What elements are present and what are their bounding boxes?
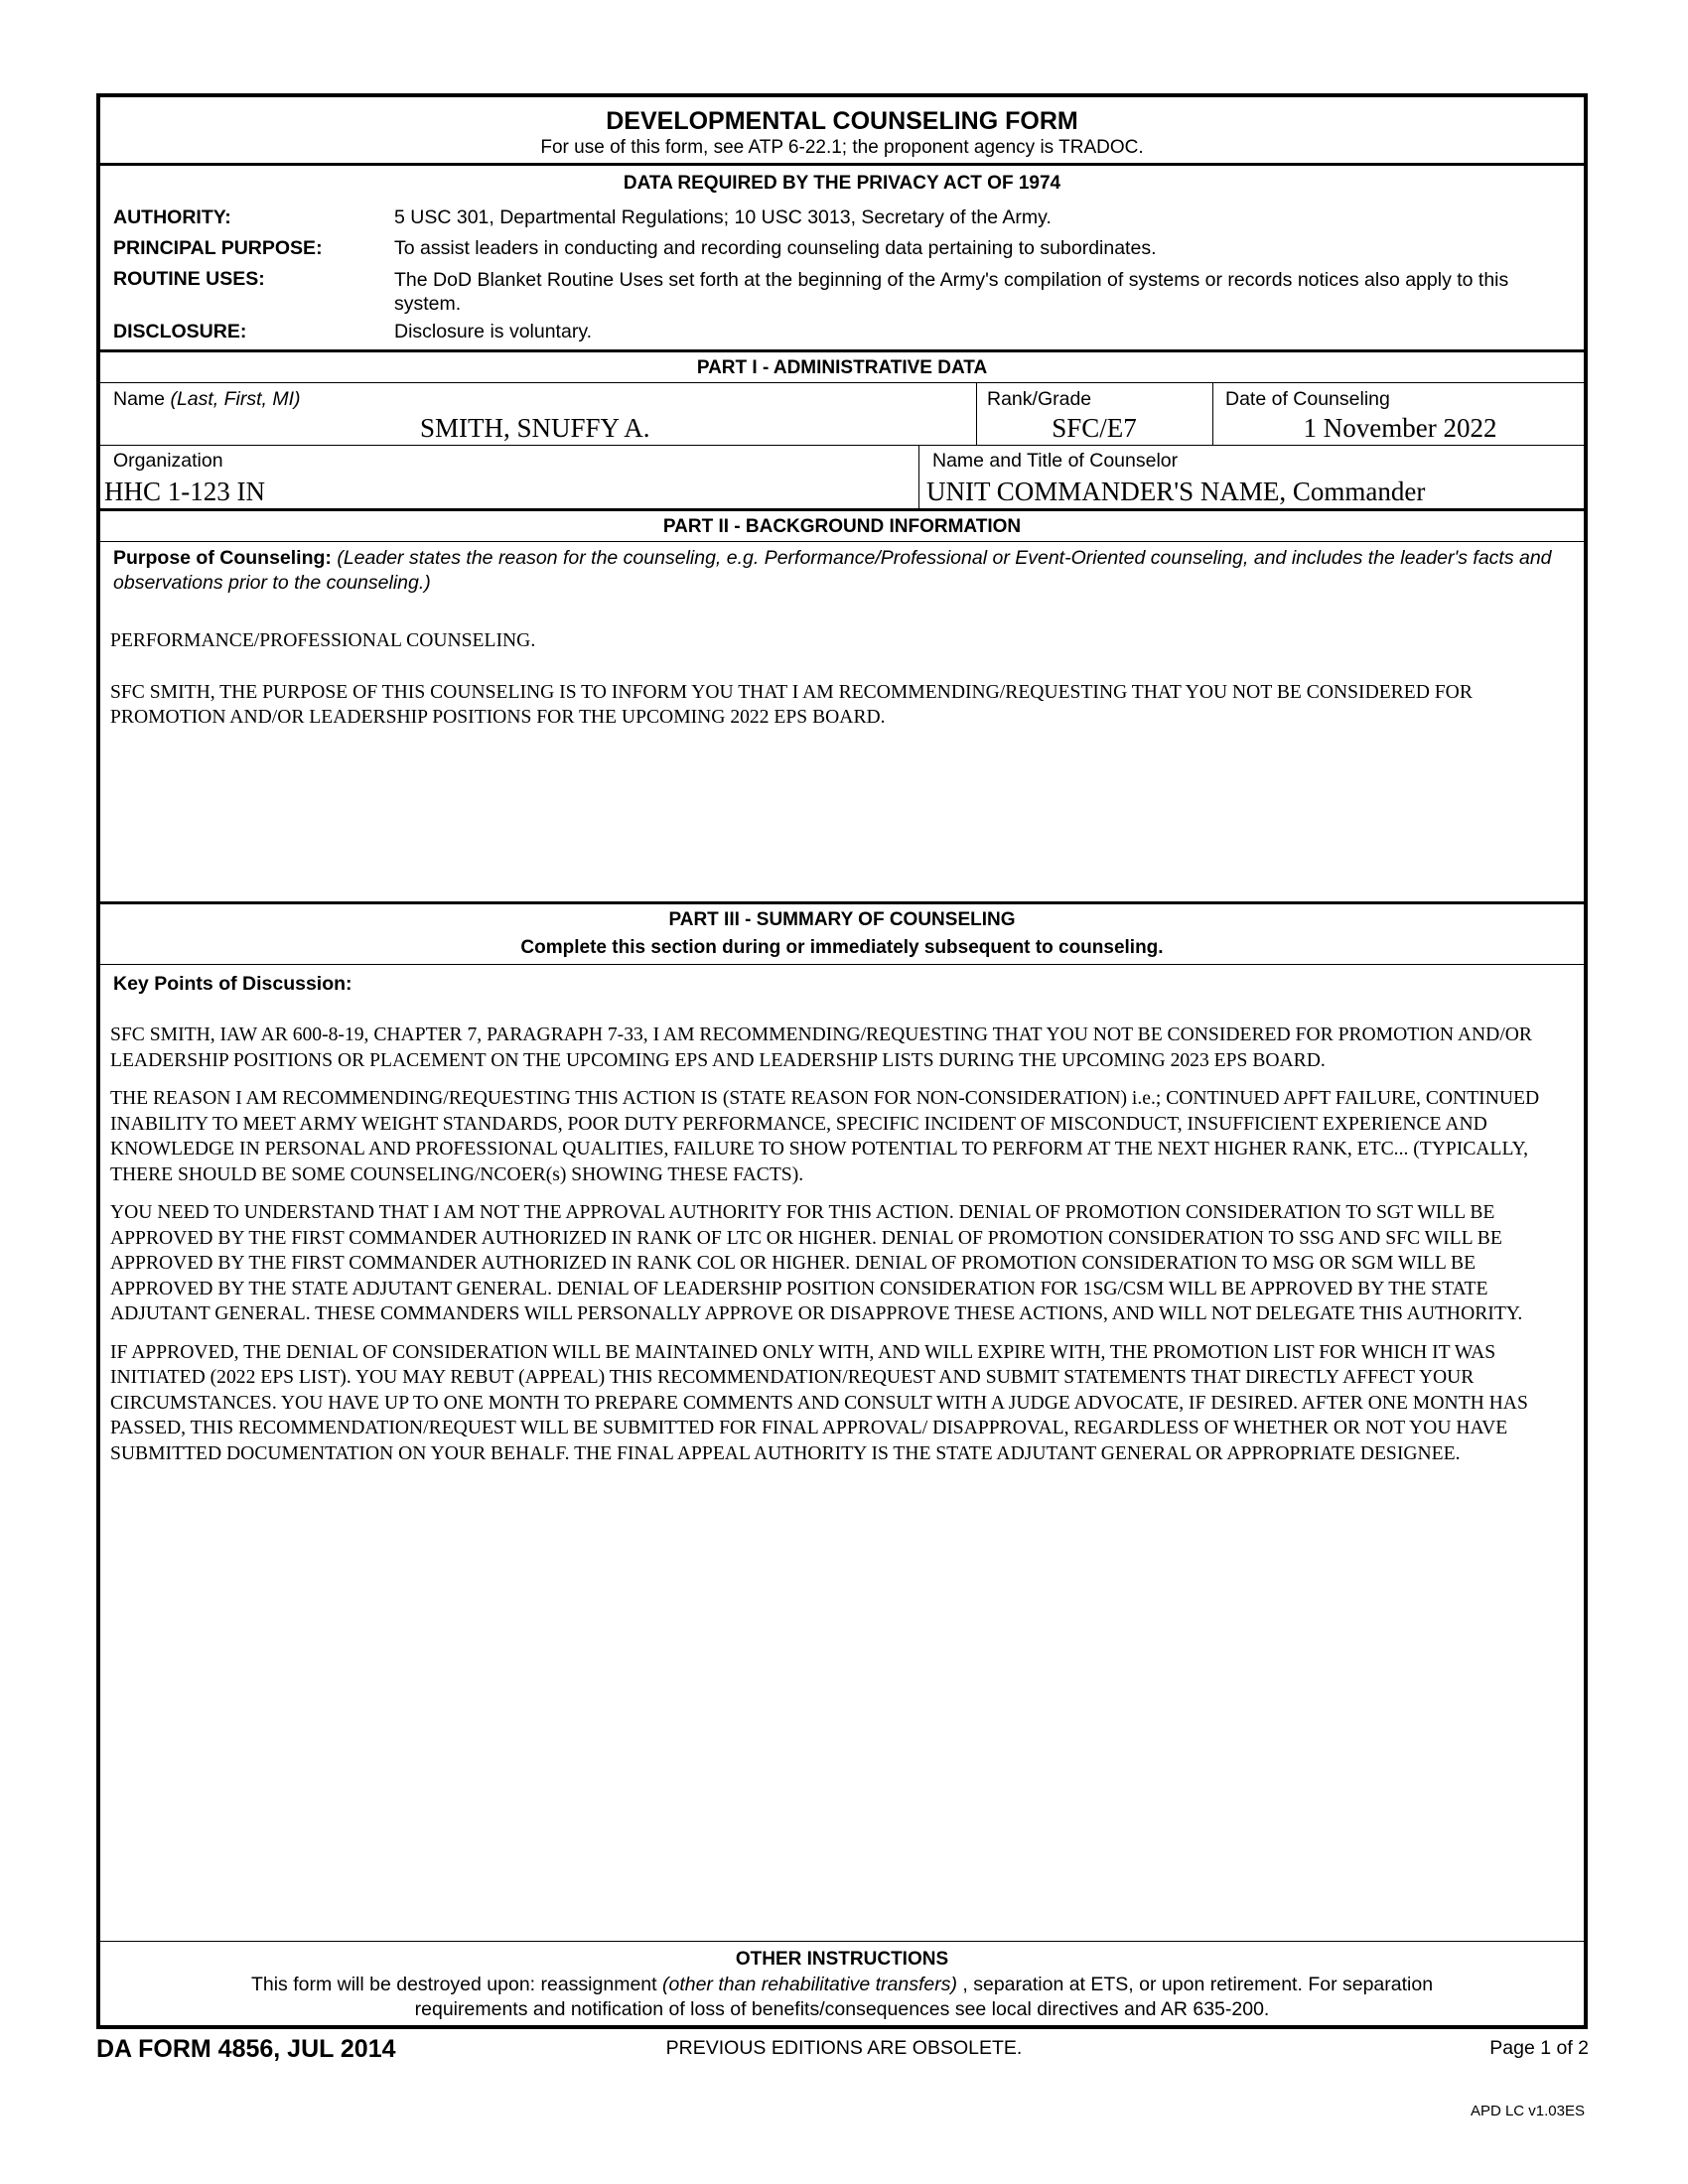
part2-heading: PART II - BACKGROUND INFORMATION (662, 516, 1022, 537)
authority-label: AUTHORITY: (113, 206, 231, 228)
rank-grade-field[interactable]: SFC/E7 (1052, 413, 1137, 443)
other-instructions-heading: OTHER INSTRUCTIONS (735, 1949, 949, 1970)
divider (918, 445, 919, 508)
authority-text: 5 USC 301, Departmental Regulations; 10 USC 3013, Secretary of the Army. (394, 206, 1052, 228)
name-field[interactable]: SMITH, SNUFFY A. (420, 413, 650, 443)
disclosure-label: DISCLOSURE: (113, 321, 247, 342)
part3-heading: PART III - SUMMARY OF COUNSELING (668, 909, 1016, 930)
purpose-of-counseling-label: Purpose of Counseling: (Leader states the reason for the counseling, e.g. Performance/Professional or Event-Oriented counseling, and includes the leader's facts and observations prior to the counseling.) (113, 547, 1552, 594)
form-number: DA FORM 4856, JUL 2014 (96, 2035, 396, 2063)
routine-uses-text: The DoD Blanket Routine Uses set forth at the beginning of the Army's compilation of systems or records notices also apply to this system. (394, 269, 1509, 315)
key-points-label: Key Points of Discussion: (113, 973, 352, 995)
divider (100, 508, 1584, 511)
part3-subheading: Complete this section during or immediately subsequent to counseling. (520, 937, 1164, 958)
divider (100, 1941, 1584, 1942)
privacy-heading: DATA REQUIRED BY THE PRIVACY ACT OF 1974 (623, 173, 1061, 194)
form-subtitle: For use of this form, see ATP 6-22.1; the proponent agency is TRADOC. (540, 137, 1144, 158)
key-points-text-area[interactable] (110, 1023, 1576, 1466)
organization-field[interactable]: HHC 1-123 IN (104, 477, 265, 506)
name-label: Name (Last, First, MI) (113, 388, 301, 410)
form-title: DEVELOPMENTAL COUNSELING FORM (606, 107, 1078, 135)
divider (100, 382, 1584, 383)
routine-uses-label: ROUTINE USES: (113, 268, 265, 290)
divider (100, 445, 1584, 446)
divider (100, 901, 1584, 904)
rank-label: Rank/Grade (987, 388, 1092, 410)
key-points-paragraph: SFC SMITH, IAW AR 600-8-19, CHAPTER 7, PARAGRAPH 7-33, I AM RECOMMENDING/REQUESTING THAT YOU NOT BE CONSIDERED FOR PROMOTION AND/OR LEADERSHIP POSITIONS OR PLACEMENT ON THE UPCOMING EPS AND LEADERSHIP LISTS DURING THE UPCOMING 2023 EPS BOARD. (110, 1024, 1532, 1071)
principal-purpose-text: To assist leaders in conducting and recording counseling data pertaining to subordinates. (394, 237, 1157, 259)
divider (100, 163, 1584, 166)
page-number: Page 1 of 2 (1489, 2037, 1589, 2059)
counselor-label: Name and Title of Counselor (932, 450, 1179, 472)
other-instructions-line: This form will be destroyed upon: reassignment (other than rehabilitative transfers) , separation at ETS, or upon retirement. For separation (250, 1974, 1434, 1995)
divider (100, 541, 1584, 542)
divider (100, 349, 1584, 352)
disclosure-text: Disclosure is voluntary. (394, 321, 593, 342)
date-label: Date of Counseling (1225, 388, 1390, 410)
purpose-paragraph: SFC SMITH, THE PURPOSE OF THIS COUNSELING IS TO INFORM YOU THAT I AM RECOMMENDING/REQUESTING THAT YOU NOT BE CONSIDERED FOR PROMOTION AND/OR LEADERSHIP POSITIONS FOR THE UPCOMING 2022 EPS BOARD. (110, 681, 1473, 728)
other-instructions-line: requirements and notification of loss of benefits/consequences see local directives and AR 635-200. (414, 1998, 1270, 2020)
principal-purpose-label: PRINCIPAL PURPOSE: (113, 237, 323, 259)
key-points-paragraph: THE REASON I AM RECOMMENDING/REQUESTING THIS ACTION IS (STATE REASON FOR NON-CONSIDERATION) i.e.; CONTINUED APFT FAILURE, CONTINUED INABILITY TO MEET ARMY WEIGHT STANDARDS, POOR DUTY PERFORMANCE, SPECIFIC INCIDENT OF MISCONDUCT, INSUFFICIENT EXPERIENCE AND KNOWLEDGE IN PERSONAL AND PROFESSIONAL QUALITIES, FAILURE TO SHOW POTENTIAL TO PERFORM AT THE NEXT HIGHER RANK, ETC... (TYPICALLY, THERE SHOULD BE SOME COUNSELING/NCOER(s) SHOWING THESE FACTS). (110, 1088, 1540, 1185)
purpose-hint: (Leader states the reason for the counseling, e.g. Performance/Professional or Event-Oriented counseling, and includes the leader's facts and observations prior to the counseling.) (113, 547, 1552, 594)
editions-notice: PREVIOUS EDITIONS ARE OBSOLETE. (665, 2037, 1023, 2059)
counselor-field[interactable]: UNIT COMMANDER'S NAME, Commander (926, 477, 1426, 506)
version-label: APD LC v1.03ES (1470, 2103, 1585, 2119)
purpose-text-area[interactable] (110, 628, 1576, 731)
divider (100, 964, 1584, 965)
organization-label: Organization (113, 450, 223, 472)
key-points-paragraph: IF APPROVED, THE DENIAL OF CONSIDERATION WILL BE MAINTAINED ONLY WITH, AND WILL EXPIRE WITH, THE PROMOTION LIST FOR WHICH IT WAS INITIATED (2022 EPS LIST). YOU MAY REBUT (APPEAL) THIS RECOMMENDATION/REQUEST AND SUBMIT STATEMENTS THAT DIRECTLY AFFECT YOUR CIRCUMSTANCES. YOU HAVE UP TO ONE MONTH TO PREPARE COMMENTS AND CONSULT WITH A JUDGE ADVOCATE, IF DESIRED. AFTER ONE MONTH HAS PASSED, THIS RECOMMENDATION/REQUEST WILL BE SUBMITTED FOR FINAL APPROVAL/ DISAPPROVAL, REGARDLESS OF WHETHER OR NOT YOU HAVE SUBMITTED DOCUMENTATION ON YOUR BEHALF. THE FINAL APPEAL AUTHORITY IS THE STATE ADJUTANT GENERAL OR APPROPRIATE DESIGNEE. (110, 1341, 1528, 1464)
name-label-hint: (Last, First, MI) (170, 388, 301, 410)
part1-heading: PART I - ADMINISTRATIVE DATA (696, 357, 988, 378)
date-of-counseling-field[interactable]: 1 November 2022 (1303, 413, 1497, 443)
purpose-paragraph: PERFORMANCE/PROFESSIONAL COUNSELING. (110, 630, 536, 651)
counseling-form (96, 93, 1588, 2029)
key-points-paragraph: YOU NEED TO UNDERSTAND THAT I AM NOT THE APPROVAL AUTHORITY FOR THIS ACTION. DENIAL OF PROMOTION CONSIDERATION TO SGT WILL BE APPROVED BY THE FIRST COMMANDER AUTHORIZED IN RANK OF LTC OR HIGHER. DENIAL OF PROMOTION CONSIDERATION TO SSG AND SFC WILL BE APPROVED BY THE FIRST COMMANDER AUTHORIZED IN RANK COL OR HIGHER. DENIAL OF PROMOTION CONSIDERATION TO MSG OR SGM WILL BE APPROVED BY THE STATE ADJUTANT GENERAL. DENIAL OF LEADERSHIP POSITION CONSIDERATION FOR 1SG/CSM WILL BE APPROVED BY THE STATE ADJUTANT GENERAL. THESE COMMANDERS WILL PERSONALLY APPROVE OR DISAPPROVE THESE ACTIONS, AND WILL NOT DELEGATE THIS AUTHORITY. (110, 1202, 1523, 1324)
